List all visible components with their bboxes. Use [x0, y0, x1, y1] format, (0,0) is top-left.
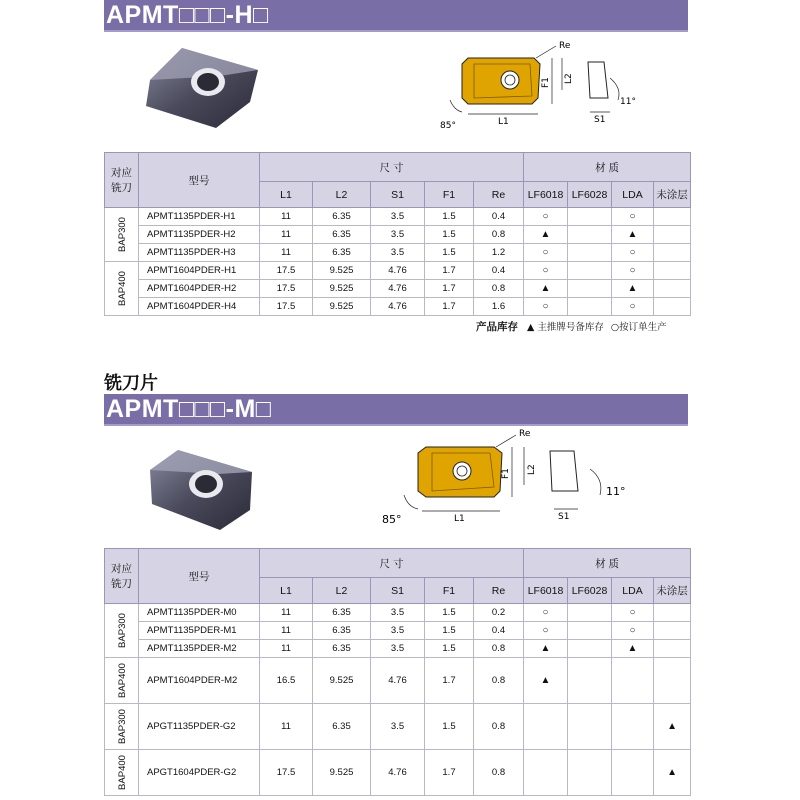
f1-cell: 1.7 [425, 658, 474, 704]
stock-legend [476, 319, 671, 334]
legend-triangle: ▲ 主推牌号备库存 [527, 322, 604, 333]
f1-cell: 1.5 [425, 704, 474, 750]
l2-cell: 6.35 [313, 604, 371, 622]
lf6028-cell [568, 280, 612, 298]
uncoated-cell [654, 244, 691, 262]
header-lda: LDA [612, 182, 654, 208]
lf6018-cell: ○ [524, 604, 568, 622]
l1-cell: 11 [260, 640, 313, 658]
re-cell: 0.4 [474, 262, 524, 280]
cutter-label: BAP300 [116, 613, 128, 648]
header-s1: S1 [371, 578, 425, 604]
f1-cell: 1.5 [425, 244, 474, 262]
cutter-label: BAP300 [116, 217, 128, 252]
lf6018-cell: ▲ [524, 280, 568, 298]
lf6028-cell [568, 604, 612, 622]
model-cell: APMT1135PDER-M2 [139, 640, 260, 658]
header-f1: F1 [425, 578, 474, 604]
uncoated-cell [654, 262, 691, 280]
model-cell: APGT1135PDER-G2 [139, 704, 260, 750]
header-f1: F1 [425, 182, 474, 208]
section-heading: 铣刀片 [104, 373, 158, 394]
table-row [105, 658, 691, 704]
re-cell: 0.8 [474, 750, 524, 796]
lf6018-cell [524, 704, 568, 750]
s1-cell: 3.5 [371, 604, 425, 622]
lf6028-cell [568, 226, 612, 244]
header-cutter: 对应 铣刀 [105, 549, 139, 604]
cutter-cell [105, 262, 139, 316]
l1-cell: 11 [260, 704, 313, 750]
table-row [105, 244, 691, 262]
s1-cell: 3.5 [371, 244, 425, 262]
header-l1: L1 [260, 182, 313, 208]
uncoated-cell [654, 280, 691, 298]
table-row [105, 280, 691, 298]
l2-cell: 6.35 [313, 226, 371, 244]
uncoated-cell [654, 622, 691, 640]
lf6028-cell [568, 640, 612, 658]
drawing-m-label-re: Re [519, 429, 531, 439]
s1-cell: 3.5 [371, 704, 425, 750]
f1-cell: 1.7 [425, 280, 474, 298]
drawing-m-label-l1: L1 [454, 514, 465, 524]
header-model: 型号 [139, 549, 260, 604]
model-cell: APMT1604PDER-H2 [139, 280, 260, 298]
f1-cell: 1.5 [425, 208, 474, 226]
header-dimensions: 尺 寸 [260, 549, 524, 578]
header-cutter: 对应 铣刀 [105, 153, 139, 208]
f1-cell: 1.5 [425, 226, 474, 244]
drawing-label-11: 11° [620, 97, 636, 107]
s1-cell: 4.76 [371, 658, 425, 704]
model-cell: APMT1135PDER-H3 [139, 244, 260, 262]
drawing-m-label-s1: S1 [558, 512, 570, 522]
legend-stock-label: 产品库存 [476, 321, 518, 333]
f1-cell: 1.7 [425, 262, 474, 280]
header-l2: L2 [313, 578, 371, 604]
spec-table-h [104, 152, 691, 316]
f1-cell: 1.5 [425, 622, 474, 640]
header-lf6028: LF6028 [568, 578, 612, 604]
cutter-label: BAP400 [116, 271, 128, 306]
s1-cell: 3.5 [371, 640, 425, 658]
uncoated-cell [654, 658, 691, 704]
cutter-cell [105, 658, 139, 704]
lda-cell: ▲ [612, 226, 654, 244]
lda-cell: ○ [612, 604, 654, 622]
spec-table-m [104, 548, 691, 796]
uncoated-cell [654, 208, 691, 226]
lf6028-cell [568, 298, 612, 316]
re-cell: 0.8 [474, 658, 524, 704]
section-title-h: APMT□□□-H□ [104, 0, 688, 30]
l1-cell: 17.5 [260, 298, 313, 316]
lda-cell: ○ [612, 244, 654, 262]
lf6028-cell [568, 244, 612, 262]
l2-cell: 9.525 [313, 658, 371, 704]
re-cell: 0.8 [474, 226, 524, 244]
header-material: 材 质 [524, 153, 691, 182]
table-row [105, 604, 691, 622]
header-re: Re [474, 578, 524, 604]
drawing-m-label-f1: F1 [501, 468, 511, 479]
model-cell: APMT1604PDER-H4 [139, 298, 260, 316]
drawing-m-label-85: 85° [382, 513, 402, 526]
table-row [105, 262, 691, 280]
cutter-cell [105, 704, 139, 750]
uncoated-cell: ▲ [654, 750, 691, 796]
lf6018-cell: ▲ [524, 658, 568, 704]
drawing-label-re: Re [559, 41, 571, 51]
l2-cell: 6.35 [313, 622, 371, 640]
cutter-label: BAP300 [116, 709, 128, 744]
table-row [105, 704, 691, 750]
l2-cell: 6.35 [313, 208, 371, 226]
lf6018-cell: ○ [524, 244, 568, 262]
lda-cell [612, 750, 654, 796]
lf6018-cell: ○ [524, 262, 568, 280]
insert-photo-h [140, 40, 270, 135]
re-cell: 0.8 [474, 640, 524, 658]
cutter-label: BAP400 [116, 755, 128, 790]
uncoated-cell [654, 640, 691, 658]
legend-circle: ○按订单生产 [610, 322, 667, 333]
l2-cell: 9.525 [313, 750, 371, 796]
model-cell: APMT1604PDER-M2 [139, 658, 260, 704]
lf6018-cell [524, 750, 568, 796]
uncoated-cell [654, 226, 691, 244]
lf6028-cell [568, 704, 612, 750]
header-model: 型号 [139, 153, 260, 208]
header-uncoated: 未涂层 [654, 578, 691, 604]
f1-cell: 1.7 [425, 750, 474, 796]
header-lda: LDA [612, 578, 654, 604]
model-cell: APMT1135PDER-M1 [139, 622, 260, 640]
table-row [105, 208, 691, 226]
s1-cell: 3.5 [371, 226, 425, 244]
s1-cell: 4.76 [371, 280, 425, 298]
section-title-m: APMT□□□-M□ [104, 394, 688, 424]
drawing-label-s1: S1 [594, 115, 606, 125]
l1-cell: 16.5 [260, 658, 313, 704]
drawing-label-l2: L2 [564, 73, 574, 84]
header-re: Re [474, 182, 524, 208]
model-cell: APGT1604PDER-G2 [139, 750, 260, 796]
l2-cell: 6.35 [313, 244, 371, 262]
l2-cell: 6.35 [313, 704, 371, 750]
table-row [105, 622, 691, 640]
insert-photo-m [140, 440, 270, 535]
l2-cell: 6.35 [313, 640, 371, 658]
cutter-cell [105, 750, 139, 796]
banner-underline [104, 30, 688, 32]
lf6028-cell [568, 262, 612, 280]
technical-drawing-m [378, 425, 648, 530]
f1-cell: 1.5 [425, 640, 474, 658]
lda-cell [612, 658, 654, 704]
lf6018-cell: ○ [524, 622, 568, 640]
re-cell: 0.8 [474, 704, 524, 750]
lf6018-cell: ▲ [524, 640, 568, 658]
l2-cell: 9.525 [313, 298, 371, 316]
lda-cell: ○ [612, 262, 654, 280]
re-cell: 0.4 [474, 208, 524, 226]
drawing-m-label-11: 11° [606, 485, 626, 498]
s1-cell: 3.5 [371, 622, 425, 640]
s1-cell: 4.76 [371, 262, 425, 280]
table-row [105, 750, 691, 796]
l1-cell: 11 [260, 604, 313, 622]
model-cell: APMT1135PDER-H1 [139, 208, 260, 226]
lf6018-cell: ○ [524, 208, 568, 226]
f1-cell: 1.7 [425, 298, 474, 316]
re-cell: 1.2 [474, 244, 524, 262]
model-cell: APMT1135PDER-H2 [139, 226, 260, 244]
uncoated-cell [654, 298, 691, 316]
lf6018-cell: ○ [524, 298, 568, 316]
header-dimensions: 尺 寸 [260, 153, 524, 182]
lf6018-cell: ▲ [524, 226, 568, 244]
header-s1: S1 [371, 182, 425, 208]
header-lf6028: LF6028 [568, 182, 612, 208]
header-lf6018: LF6018 [524, 182, 568, 208]
re-cell: 0.8 [474, 280, 524, 298]
uncoated-cell [654, 604, 691, 622]
re-cell: 0.2 [474, 604, 524, 622]
header-l1: L1 [260, 578, 313, 604]
lf6028-cell [568, 750, 612, 796]
l1-cell: 11 [260, 244, 313, 262]
table-row [105, 298, 691, 316]
l1-cell: 11 [260, 226, 313, 244]
model-cell: APMT1604PDER-H1 [139, 262, 260, 280]
l1-cell: 17.5 [260, 262, 313, 280]
lf6028-cell [568, 658, 612, 704]
re-cell: 0.4 [474, 622, 524, 640]
l2-cell: 9.525 [313, 280, 371, 298]
lda-cell: ▲ [612, 280, 654, 298]
table-row [105, 226, 691, 244]
lda-cell: ○ [612, 208, 654, 226]
s1-cell: 4.76 [371, 750, 425, 796]
lf6028-cell [568, 622, 612, 640]
l1-cell: 11 [260, 622, 313, 640]
l1-cell: 17.5 [260, 750, 313, 796]
model-cell: APMT1135PDER-M0 [139, 604, 260, 622]
header-lf6018: LF6018 [524, 578, 568, 604]
s1-cell: 4.76 [371, 298, 425, 316]
drawing-label-85: 85° [440, 121, 456, 131]
lda-cell: ▲ [612, 640, 654, 658]
l2-cell: 9.525 [313, 262, 371, 280]
cutter-label: BAP400 [116, 663, 128, 698]
uncoated-cell: ▲ [654, 704, 691, 750]
f1-cell: 1.5 [425, 604, 474, 622]
header-material: 材 质 [524, 549, 691, 578]
technical-drawing-h [438, 40, 648, 132]
header-l2: L2 [313, 182, 371, 208]
re-cell: 1.6 [474, 298, 524, 316]
lda-cell: ○ [612, 622, 654, 640]
lf6028-cell [568, 208, 612, 226]
lda-cell: ○ [612, 298, 654, 316]
drawing-label-l1: L1 [498, 117, 509, 127]
header-uncoated: 未涂层 [654, 182, 691, 208]
l1-cell: 17.5 [260, 280, 313, 298]
table-row [105, 640, 691, 658]
lda-cell [612, 704, 654, 750]
s1-cell: 3.5 [371, 208, 425, 226]
cutter-cell [105, 208, 139, 262]
l1-cell: 11 [260, 208, 313, 226]
drawing-m-label-l2: L2 [527, 464, 537, 475]
cutter-cell [105, 604, 139, 658]
drawing-label-f1: F1 [541, 77, 551, 88]
